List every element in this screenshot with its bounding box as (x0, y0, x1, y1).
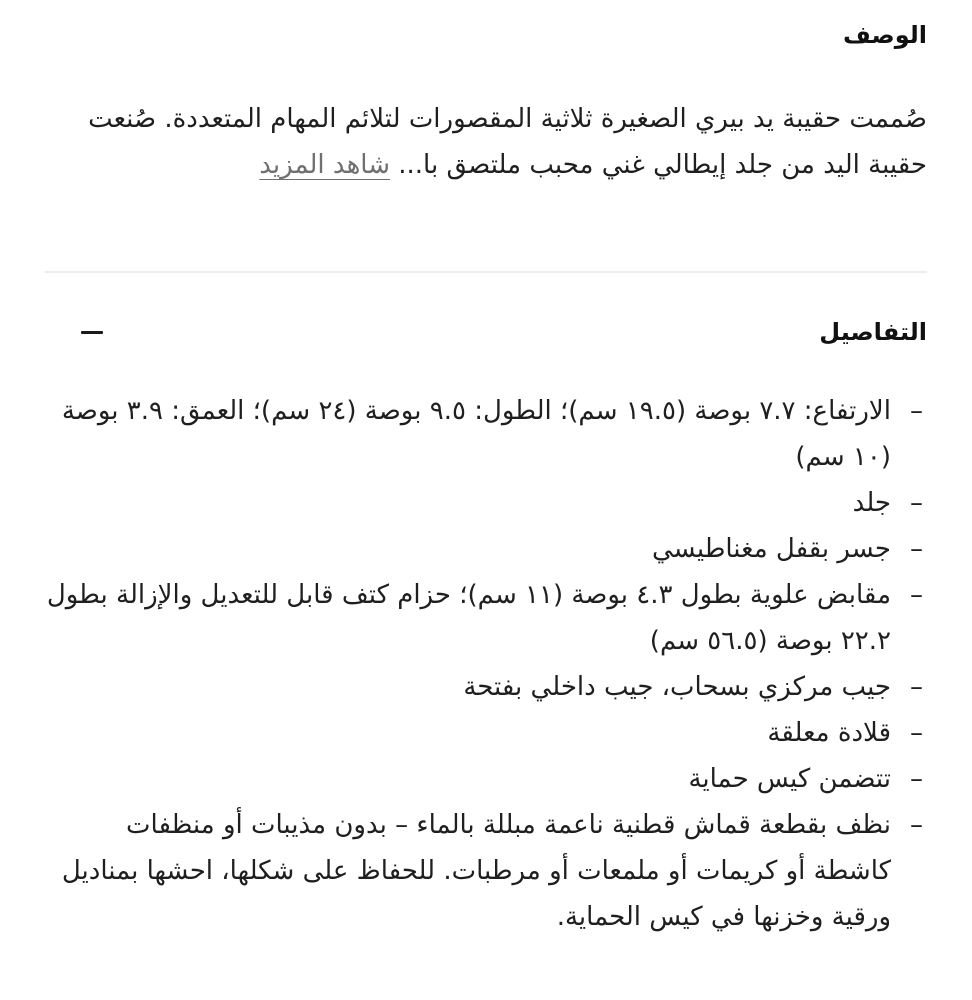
bullet-dash: – (910, 396, 923, 426)
detail-closure: جسر بقفل مغناطيسي (651, 534, 891, 564)
bullet-dash: – (910, 534, 923, 564)
bullet-dash: – (910, 580, 923, 610)
bullet-dash: – (910, 488, 923, 518)
detail-dimensions: الارتفاع: ٧.٧ بوصة (١٩.٥ سم)؛ الطول: ٩.٥ بوصة (٢٤ سم)؛ العمق: ٣.٩ بوصة (١٠ سم) (61, 396, 891, 472)
list-item (45, 388, 927, 480)
description-title: الوصف (842, 21, 927, 49)
details-header[interactable] (80, 318, 927, 346)
list-item (45, 572, 927, 664)
bullet-dash: – (910, 764, 923, 794)
details-list (45, 388, 927, 940)
detail-dust-bag: تتضمن كيس حماية (688, 764, 891, 794)
details-title: التفاصيل (819, 318, 927, 346)
see-more-link[interactable]: شاهد المزيد (259, 150, 390, 180)
list-item (45, 756, 927, 802)
detail-pockets: جيب مركزي بسحاب، جيب داخلي بفتحة (463, 672, 891, 702)
bullet-dash: – (910, 810, 923, 840)
minus-icon[interactable] (80, 318, 104, 346)
list-item (45, 526, 927, 572)
description-text (70, 96, 927, 188)
list-item (45, 802, 927, 940)
list-item (45, 480, 927, 526)
detail-care: نظف بقطعة قماش قطنية ناعمة مبللة بالماء – بدون مذيبات أو منظفات كاشطة أو كريمات أو ملمعات أو مرطبات. للحفاظ على شكلها، احشها بمناديل ورقية وخزنها في كيس الحماية. (61, 810, 891, 932)
bullet-dash: – (910, 718, 923, 748)
list-item (45, 710, 927, 756)
section-divider (45, 271, 927, 273)
bullet-dash: – (910, 672, 923, 702)
description-body: صُممت حقيبة يد بيري الصغيرة ثلاثية المقصورات لتلائم المهام المتعددة. صُنعت حقيبة اليد من جلد إيطالي غني محبب ملتصق با... (88, 104, 927, 180)
list-item (45, 664, 927, 710)
detail-charm: قلادة معلقة (767, 718, 891, 748)
detail-handles: مقابض علوية بطول ٤.٣ بوصة (١١ سم)؛ حزام كتف قابل للتعديل والإزالة بطول ٢٢.٢ بوصة (٥٦.٥ سم) (46, 580, 891, 656)
detail-material: جلد (852, 488, 891, 518)
